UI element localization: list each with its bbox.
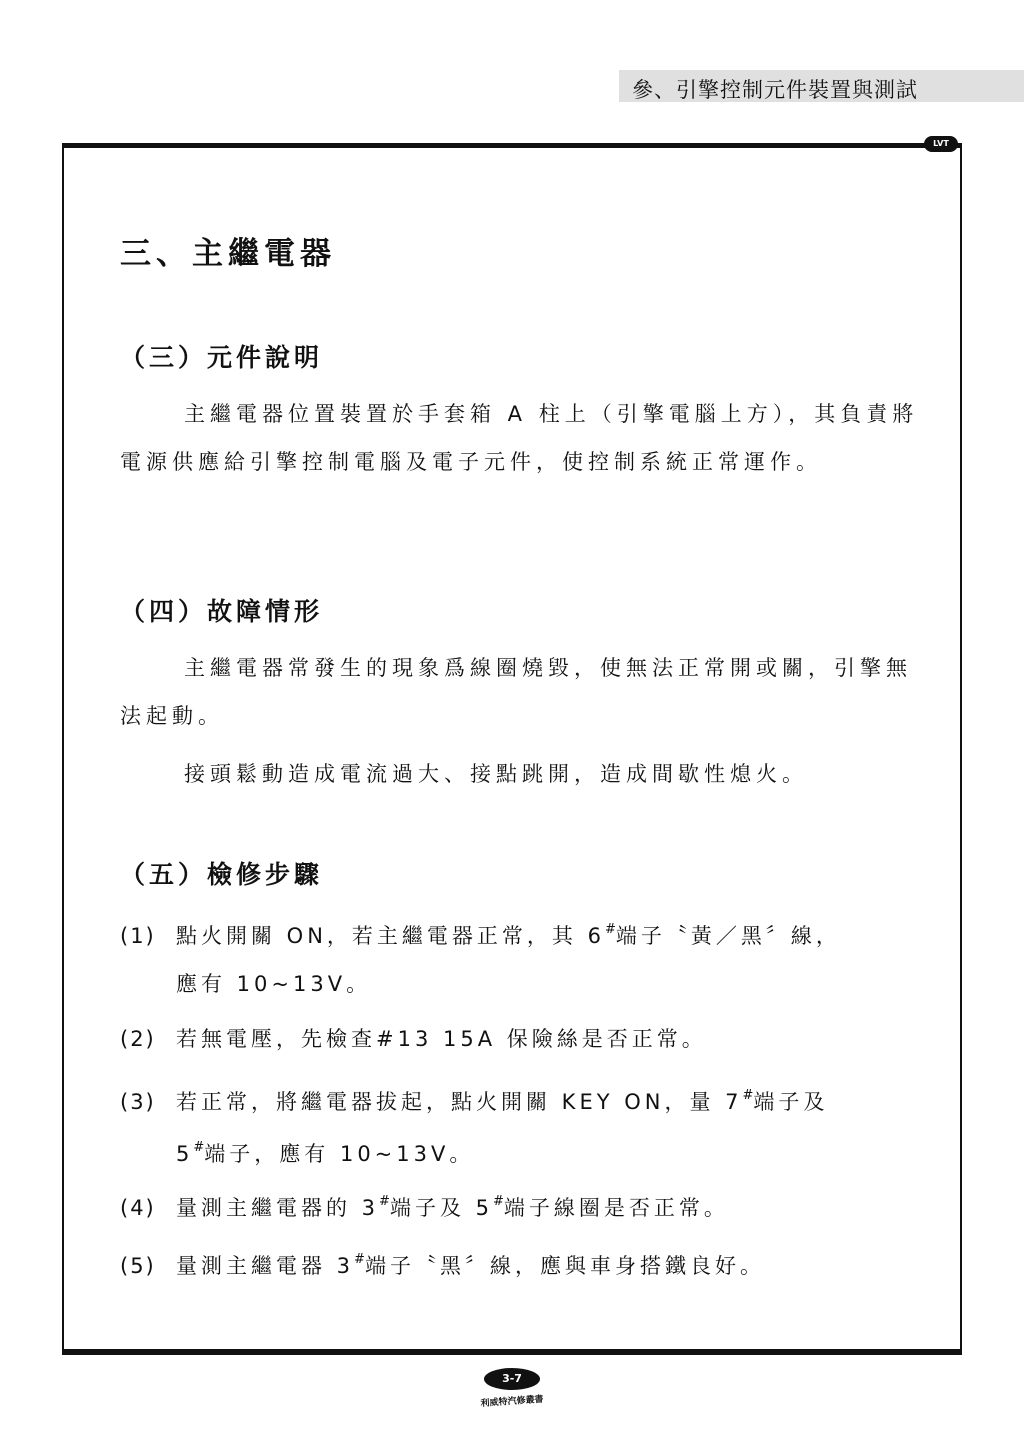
- frame-left-rule: [62, 143, 64, 1353]
- running-header-title: 參、引擎控制元件裝置與測試: [632, 78, 918, 102]
- publisher-logo-icon: LVT: [924, 136, 958, 152]
- frame-right-rule: [960, 143, 962, 1353]
- step-text: 端子，應有 10~13V。: [204, 1142, 475, 1166]
- step-text: 端子〝黃／黑〞線，: [615, 924, 841, 948]
- terminal-mark: #: [604, 922, 616, 937]
- terminal-mark: #: [742, 1088, 754, 1103]
- step-1: [120, 908, 920, 1008]
- step-text: 量測主繼電器 3: [176, 1254, 355, 1278]
- chapter-title: 三、主繼電器: [120, 236, 336, 272]
- step-number: (3): [120, 1090, 156, 1114]
- step-number: (2): [120, 1027, 156, 1051]
- step-text: 5: [176, 1142, 194, 1166]
- step-text: 端子線圈是否正常。: [503, 1196, 729, 1220]
- step-text: 若無電壓，先檢查#13 15A 保險絲是否正常。: [176, 1027, 707, 1051]
- step-text: 端子及 5: [389, 1196, 493, 1220]
- frame-bottom-rule: [62, 1349, 962, 1355]
- step-number: (4): [120, 1196, 156, 1220]
- step-continuation: 應有 10~13V。: [176, 972, 372, 996]
- paragraph-description: 主繼電器位置裝置於手套箱 A 柱上（引擎電腦上方），其負責將電源供應給引擎控制電腦及電子元件，使控制系統正常運作。: [120, 402, 919, 474]
- paragraph-faults-1: 主繼電器常發生的現象爲線圈燒毀，使無法正常開或關，引擎無法起動。: [120, 656, 912, 728]
- section-title-description: （三）元件說明: [120, 343, 324, 372]
- terminal-mark: #: [193, 1140, 205, 1155]
- terminal-mark: #: [354, 1252, 365, 1267]
- step-text: 端子及: [753, 1090, 829, 1114]
- step-number: (5): [120, 1254, 156, 1278]
- step-4: [120, 1180, 920, 1232]
- page-number: 3-7: [484, 1368, 540, 1390]
- footer-brand: 利威特汽修叢書: [480, 1394, 544, 1410]
- terminal-mark: #: [379, 1194, 390, 1209]
- step-number: (1): [120, 924, 156, 948]
- frame-top-rule: [62, 143, 962, 148]
- terminal-mark: #: [493, 1194, 504, 1209]
- step-continuation: [120, 1126, 920, 1178]
- step-text: 端子〝黑〞線，應與車身搭鐵良好。: [364, 1254, 765, 1278]
- step-text: 若正常，將繼電器拔起，點火開關 KEY ON，量 7: [176, 1090, 743, 1114]
- step-text: 點火開關 ON，若主繼電器正常，其 6: [176, 924, 605, 948]
- section-title-faults: （四）故障情形: [120, 597, 324, 626]
- paragraph-faults-2: 接頭鬆動造成電流過大、接點跳開，造成間歇性熄火。: [184, 762, 808, 786]
- step-text: 量測主繼電器的 3: [176, 1196, 380, 1220]
- step-5: [120, 1238, 920, 1290]
- step-2: [120, 1015, 920, 1063]
- step-3: [120, 1074, 920, 1178]
- section-title-repair-steps: （五）檢修步驟: [120, 860, 324, 889]
